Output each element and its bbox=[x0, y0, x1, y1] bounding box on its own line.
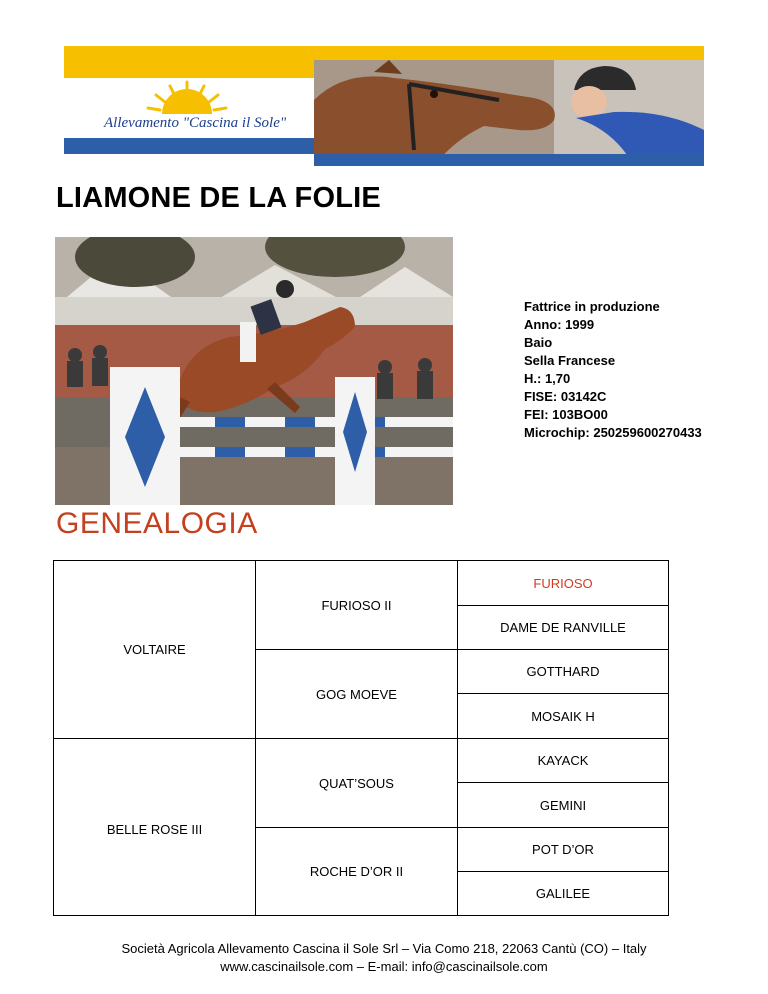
footer-contacts: www.cascinailsole.com – E-mail: info@cascinailsole.com bbox=[220, 959, 548, 974]
pedigree-grandparent: QUAT’SOUS bbox=[319, 775, 394, 791]
pedigree-grandparent-cell bbox=[255, 649, 458, 739]
pedigree-grandparent-cell bbox=[255, 738, 458, 828]
detail-status: Fattrice in produzione bbox=[524, 299, 660, 314]
jumping-photo bbox=[55, 237, 453, 505]
horse-name-title: LIAMONE DE LA FOLIE bbox=[56, 182, 381, 214]
pedigree-great-grandparent-cell bbox=[457, 782, 669, 828]
pedigree-great-grandparent-highlight: FURIOSO bbox=[533, 575, 593, 591]
pedigree-great-grandparent: MOSAIK H bbox=[531, 708, 595, 724]
header-yellow-bar-left bbox=[64, 60, 314, 78]
horse-details bbox=[524, 298, 702, 442]
pedigree-grandparent-cell bbox=[255, 827, 458, 916]
pedigree-grandparent: FURIOSO II bbox=[321, 597, 392, 613]
pedigree-dam-cell bbox=[53, 738, 256, 916]
pedigree-dam: BELLE ROSE III bbox=[106, 821, 203, 837]
genealogy-heading: GENEALOGIA bbox=[56, 507, 258, 540]
logo-text: Allevamento "Cascina il Sole" bbox=[104, 115, 287, 131]
pedigree-grandparent-cell bbox=[255, 560, 458, 650]
pedigree-sire-cell bbox=[53, 560, 256, 739]
header-photo bbox=[314, 60, 704, 166]
detail-height: H.: 1,70 bbox=[524, 371, 571, 386]
detail-fise: FISE: 03142C bbox=[524, 389, 607, 404]
header-yellow-bar bbox=[64, 46, 704, 60]
pedigree-great-grandparent: GEMINI bbox=[539, 797, 587, 813]
detail-year: Anno: 1999 bbox=[524, 317, 595, 332]
pedigree-great-grandparent-cell bbox=[457, 560, 669, 606]
pedigree-great-grandparent-cell bbox=[457, 605, 669, 650]
pedigree-great-grandparent-cell bbox=[457, 871, 669, 916]
pedigree-great-grandparent-cell bbox=[457, 827, 669, 872]
pedigree-grandparent: ROCHE D’OR II bbox=[309, 864, 404, 879]
pedigree-great-grandparent: KAYACK bbox=[537, 753, 589, 768]
pedigree-great-grandparent-cell bbox=[457, 649, 669, 694]
detail-microchip: Microchip: 250259600270433 bbox=[524, 425, 702, 440]
pedigree-sire: VOLTAIRE bbox=[123, 642, 186, 657]
pedigree-table bbox=[53, 560, 669, 916]
pedigree-great-grandparent: GALILEE bbox=[535, 886, 591, 901]
pedigree-great-grandparent: POT D’OR bbox=[532, 842, 594, 857]
pedigree-grandparent: GOG MOEVE bbox=[316, 686, 397, 702]
detail-fei: FEI: 103BO00 bbox=[524, 407, 608, 422]
pedigree-great-grandparent-cell bbox=[457, 693, 669, 739]
header-photo-bar bbox=[314, 154, 704, 166]
pedigree-great-grandparent: DAME DE RANVILLE bbox=[500, 620, 626, 635]
footer-address: Società Agricola Allevamento Cascina il Sole Srl – Via Como 218, 22063 Cantù (CO) – Italy bbox=[121, 941, 647, 956]
pedigree-great-grandparent-cell bbox=[457, 738, 669, 783]
detail-breed: Sella Francese bbox=[524, 353, 616, 368]
pedigree-great-grandparent: GOTTHARD bbox=[526, 664, 600, 679]
detail-coat: Baio bbox=[524, 335, 553, 350]
footer bbox=[0, 940, 768, 976]
